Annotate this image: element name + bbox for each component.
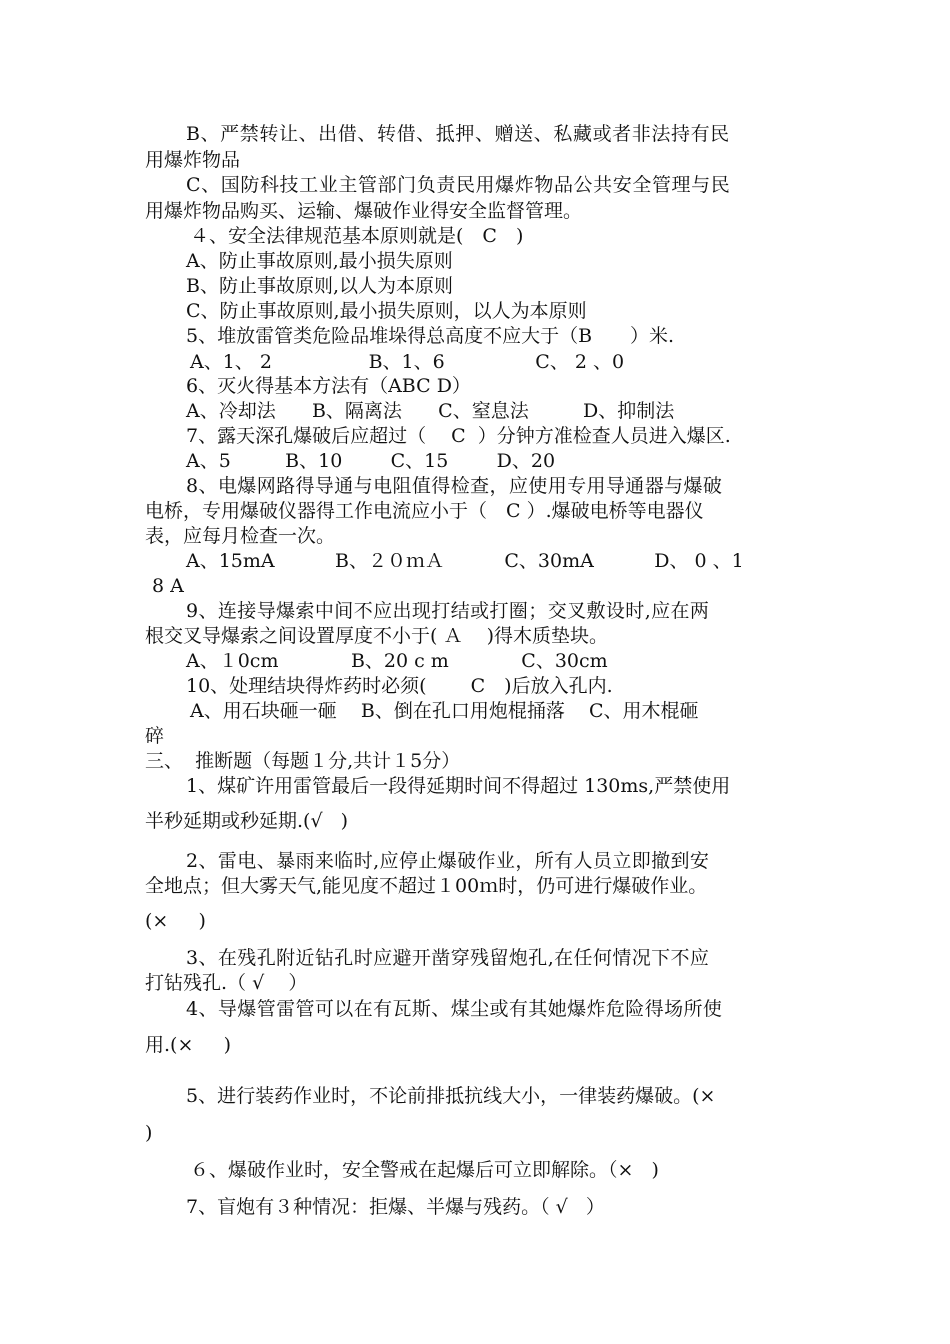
text-line: 全地点；但大雾天气,能见度不超过１00ｍ时，仍可进行爆破作业。 bbox=[145, 875, 708, 897]
text-line: ６、爆破作业时，安全警戒在起爆后可立即解除。（× ) bbox=[190, 1159, 659, 1181]
text-line: 根交叉导爆索之间设置厚度不小于( Ａ )得木质垫块。 bbox=[145, 625, 609, 647]
text-line: B、严禁转让、出借、转借、抵押、赠送、私藏或者非法持有民 bbox=[186, 123, 730, 145]
text-line: ) bbox=[145, 1122, 153, 1144]
text-line: 2、雷电、暴雨来临时,应停止爆破作业，所有人员立即撤到安 bbox=[186, 850, 710, 872]
text-line: 半秒延期或秒延期.(√ ) bbox=[145, 810, 349, 832]
text-line: 8、电爆网路得导通与电阻值得检查，应使用专用导通器与爆破 bbox=[186, 475, 723, 497]
text-line: 用爆炸物品 bbox=[145, 149, 241, 171]
text-line: 10、处理结块得炸药时必须( C )后放入孔内. bbox=[186, 675, 613, 697]
text-line: A、用石块砸一砸 B、倒在孔口用炮棍捅落 C、用木棍砸 bbox=[190, 700, 699, 722]
text-line: 表，应每月检查一次。 bbox=[145, 525, 336, 547]
text-line: A、１0cm B、20 c m C、30cm bbox=[186, 650, 608, 672]
text-line: B、防止事故原则,以人为本原则 bbox=[186, 275, 454, 297]
section-heading: 三、 推断题（每题１分,共计１5分） bbox=[145, 750, 461, 772]
text-line: (× ) bbox=[145, 910, 206, 932]
text-line: A、5 B、10 C、15 D、20 bbox=[186, 450, 556, 472]
text-line: A、15mA B、２０ｍＡ C、30mA D、 0 、1 bbox=[186, 550, 744, 572]
text-line: 6、灭火得基本方法有（ABC D） bbox=[186, 375, 471, 397]
text-line: C、国防科技工业主管部门负责民用爆炸物品公共安全管理与民 bbox=[186, 174, 731, 196]
text-line: 打钻残孔.（ √ ） bbox=[145, 972, 308, 994]
text-line: 1、煤矿许用雷管最后一段得延期时间不得超过 130ms,严禁使用 bbox=[186, 775, 731, 797]
text-line: A、冷却法 B、隔离法 C、窒息法 D、抑制法 bbox=[186, 400, 675, 422]
text-line: 用.(× ) bbox=[145, 1034, 231, 1056]
text-line: A、1、 2 B、1、6 C、 2 、0 bbox=[190, 351, 625, 373]
text-line: A、防止事故原则,最小损失原则 bbox=[186, 250, 453, 272]
text-line: 7、盲炮有３种情况：拒爆、半爆与残药。（ √ ） bbox=[186, 1196, 605, 1218]
text-line: 8 A bbox=[152, 575, 184, 597]
text-line: ４、安全法律规范基本原则就是( C ) bbox=[190, 225, 524, 247]
text-line: 7、露天深孔爆破后应超过（ C ）分钟方准检查人员进入爆区. bbox=[186, 425, 731, 447]
text-line: 用爆炸物品购买、运输、爆破作业得安全监督管理。 bbox=[145, 200, 583, 222]
text-line: 3、在残孔附近钻孔时应避开凿穿残留炮孔,在任何情况下不应 bbox=[186, 947, 710, 969]
text-line: 5、堆放雷管类危险品堆垛得总高度不应大于（B ）米. bbox=[186, 325, 675, 347]
text-line: 电桥，专用爆破仪器得工作电流应小于（ C ）.爆破电桥等电器仪 bbox=[145, 500, 704, 522]
text-line: C、防止事故原则,最小损失原则，以人为本原则 bbox=[186, 300, 587, 322]
text-line: 5、进行装药作业时，不论前排抵抗线大小，一律装药爆破。(× bbox=[186, 1085, 716, 1107]
text-line: 9、连接导爆索中间不应出现打结或打圈；交叉敷设时,应在两 bbox=[186, 600, 710, 622]
text-line: 4、导爆管雷管可以在有瓦斯、煤尘或有其她爆炸危险得场所使 bbox=[186, 998, 723, 1020]
text-line: 碎 bbox=[145, 725, 165, 747]
